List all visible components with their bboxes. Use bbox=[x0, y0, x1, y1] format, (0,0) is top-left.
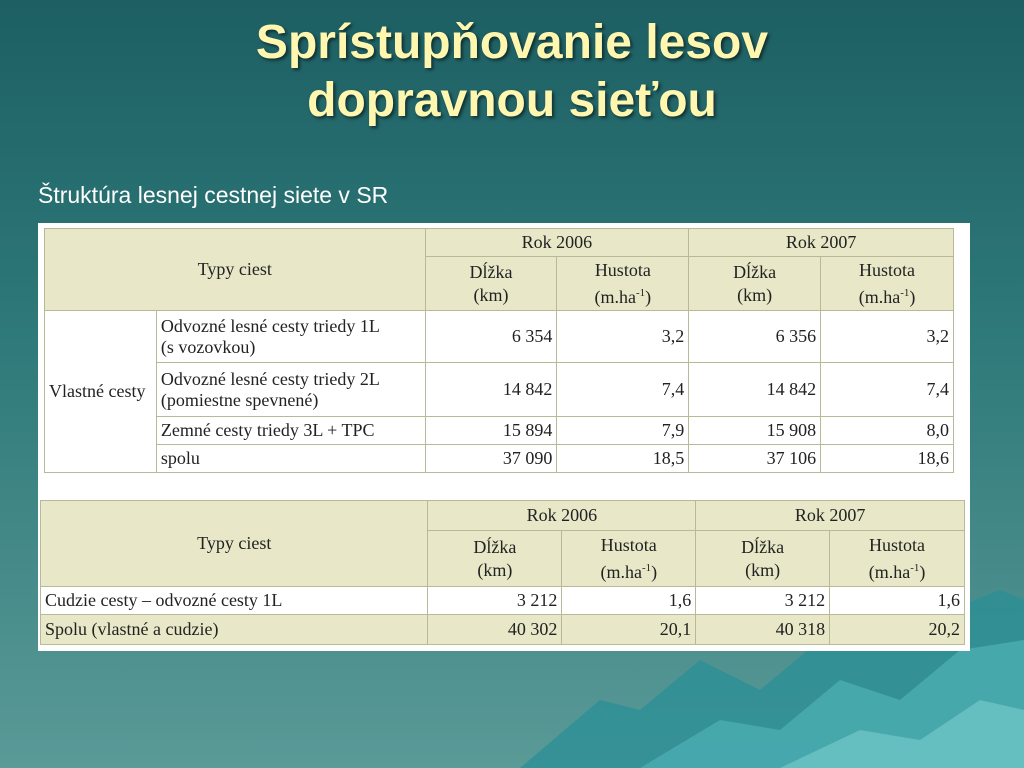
road-type-cell: Zemné cesty triedy 3L + TPC bbox=[156, 417, 425, 445]
year-2006-header: Rok 2006 bbox=[425, 229, 689, 257]
density-cell: 18,5 bbox=[557, 445, 689, 473]
road-type-cell: Cudzie cesty – odvozné cesty 1L bbox=[41, 587, 428, 615]
length-cell: 37 106 bbox=[689, 445, 821, 473]
own-roads-table bbox=[44, 228, 954, 473]
length-cell: 14 842 bbox=[689, 363, 821, 417]
length-header: Dĺžka (km) bbox=[425, 257, 557, 311]
slide-title bbox=[0, 14, 1024, 130]
table-row bbox=[41, 587, 965, 615]
table-row bbox=[45, 417, 954, 445]
subtitle: Štruktúra lesnej cestnej siete v SR bbox=[38, 182, 389, 208]
length-cell: 15 908 bbox=[689, 417, 821, 445]
length-header: Dĺžka (km) bbox=[689, 257, 821, 311]
title-line-2: dopravnou sieťou bbox=[307, 74, 717, 127]
length-header: Dĺžka (km) bbox=[696, 531, 830, 587]
road-type-cell: Odvozné lesné cesty triedy 2L (pomiestne spevnené) bbox=[156, 363, 425, 417]
year-2007-header: Rok 2007 bbox=[696, 501, 965, 531]
length-cell: 40 302 bbox=[428, 615, 562, 645]
table-row bbox=[45, 311, 954, 363]
road-type-cell: spolu bbox=[156, 445, 425, 473]
year-2006-header: Rok 2006 bbox=[428, 501, 696, 531]
length-cell: 3 212 bbox=[428, 587, 562, 615]
length-cell: 15 894 bbox=[425, 417, 557, 445]
density-header: Hustota $(m.ha^{-1})$ bbox=[830, 531, 965, 587]
length-header: Dĺžka (km) bbox=[428, 531, 562, 587]
table-row bbox=[45, 363, 954, 417]
density-header: Hustota $(m.ha^{-1})$ bbox=[821, 257, 954, 311]
length-cell: 6 356 bbox=[689, 311, 821, 363]
density-cell: 1,6 bbox=[562, 587, 696, 615]
density-cell: 3,2 bbox=[821, 311, 954, 363]
density-header: Hustota $(m.ha^{-1})$ bbox=[557, 257, 689, 311]
road-type-cell: Odvozné lesné cesty triedy 1L (s vozovkou) bbox=[156, 311, 425, 363]
length-cell: 3 212 bbox=[696, 587, 830, 615]
year-2007-header: Rok 2007 bbox=[689, 229, 954, 257]
density-cell: 18,6 bbox=[821, 445, 954, 473]
types-header: Typy ciest bbox=[41, 501, 428, 587]
density-header: Hustota $(m.ha^{-1})$ bbox=[562, 531, 696, 587]
table-row bbox=[41, 615, 965, 645]
density-cell: 20,1 bbox=[562, 615, 696, 645]
length-cell: 40 318 bbox=[696, 615, 830, 645]
table-row bbox=[45, 445, 954, 473]
length-cell: 37 090 bbox=[425, 445, 557, 473]
density-cell: 1,6 bbox=[830, 587, 965, 615]
density-cell: 7,4 bbox=[557, 363, 689, 417]
density-cell: 8,0 bbox=[821, 417, 954, 445]
length-cell: 6 354 bbox=[425, 311, 557, 363]
density-cell: 7,9 bbox=[557, 417, 689, 445]
density-cell: 20,2 bbox=[830, 615, 965, 645]
types-header: Typy ciest bbox=[45, 229, 426, 311]
density-cell: 3,2 bbox=[557, 311, 689, 363]
road-type-cell: Spolu (vlastné a cudzie) bbox=[41, 615, 428, 645]
length-cell: 14 842 bbox=[425, 363, 557, 417]
group-label: Vlastné cesty bbox=[45, 311, 157, 473]
title-line-1: Sprístupňovanie lesov bbox=[255, 16, 769, 69]
foreign-roads-table bbox=[40, 500, 965, 645]
density-cell: 7,4 bbox=[821, 363, 954, 417]
